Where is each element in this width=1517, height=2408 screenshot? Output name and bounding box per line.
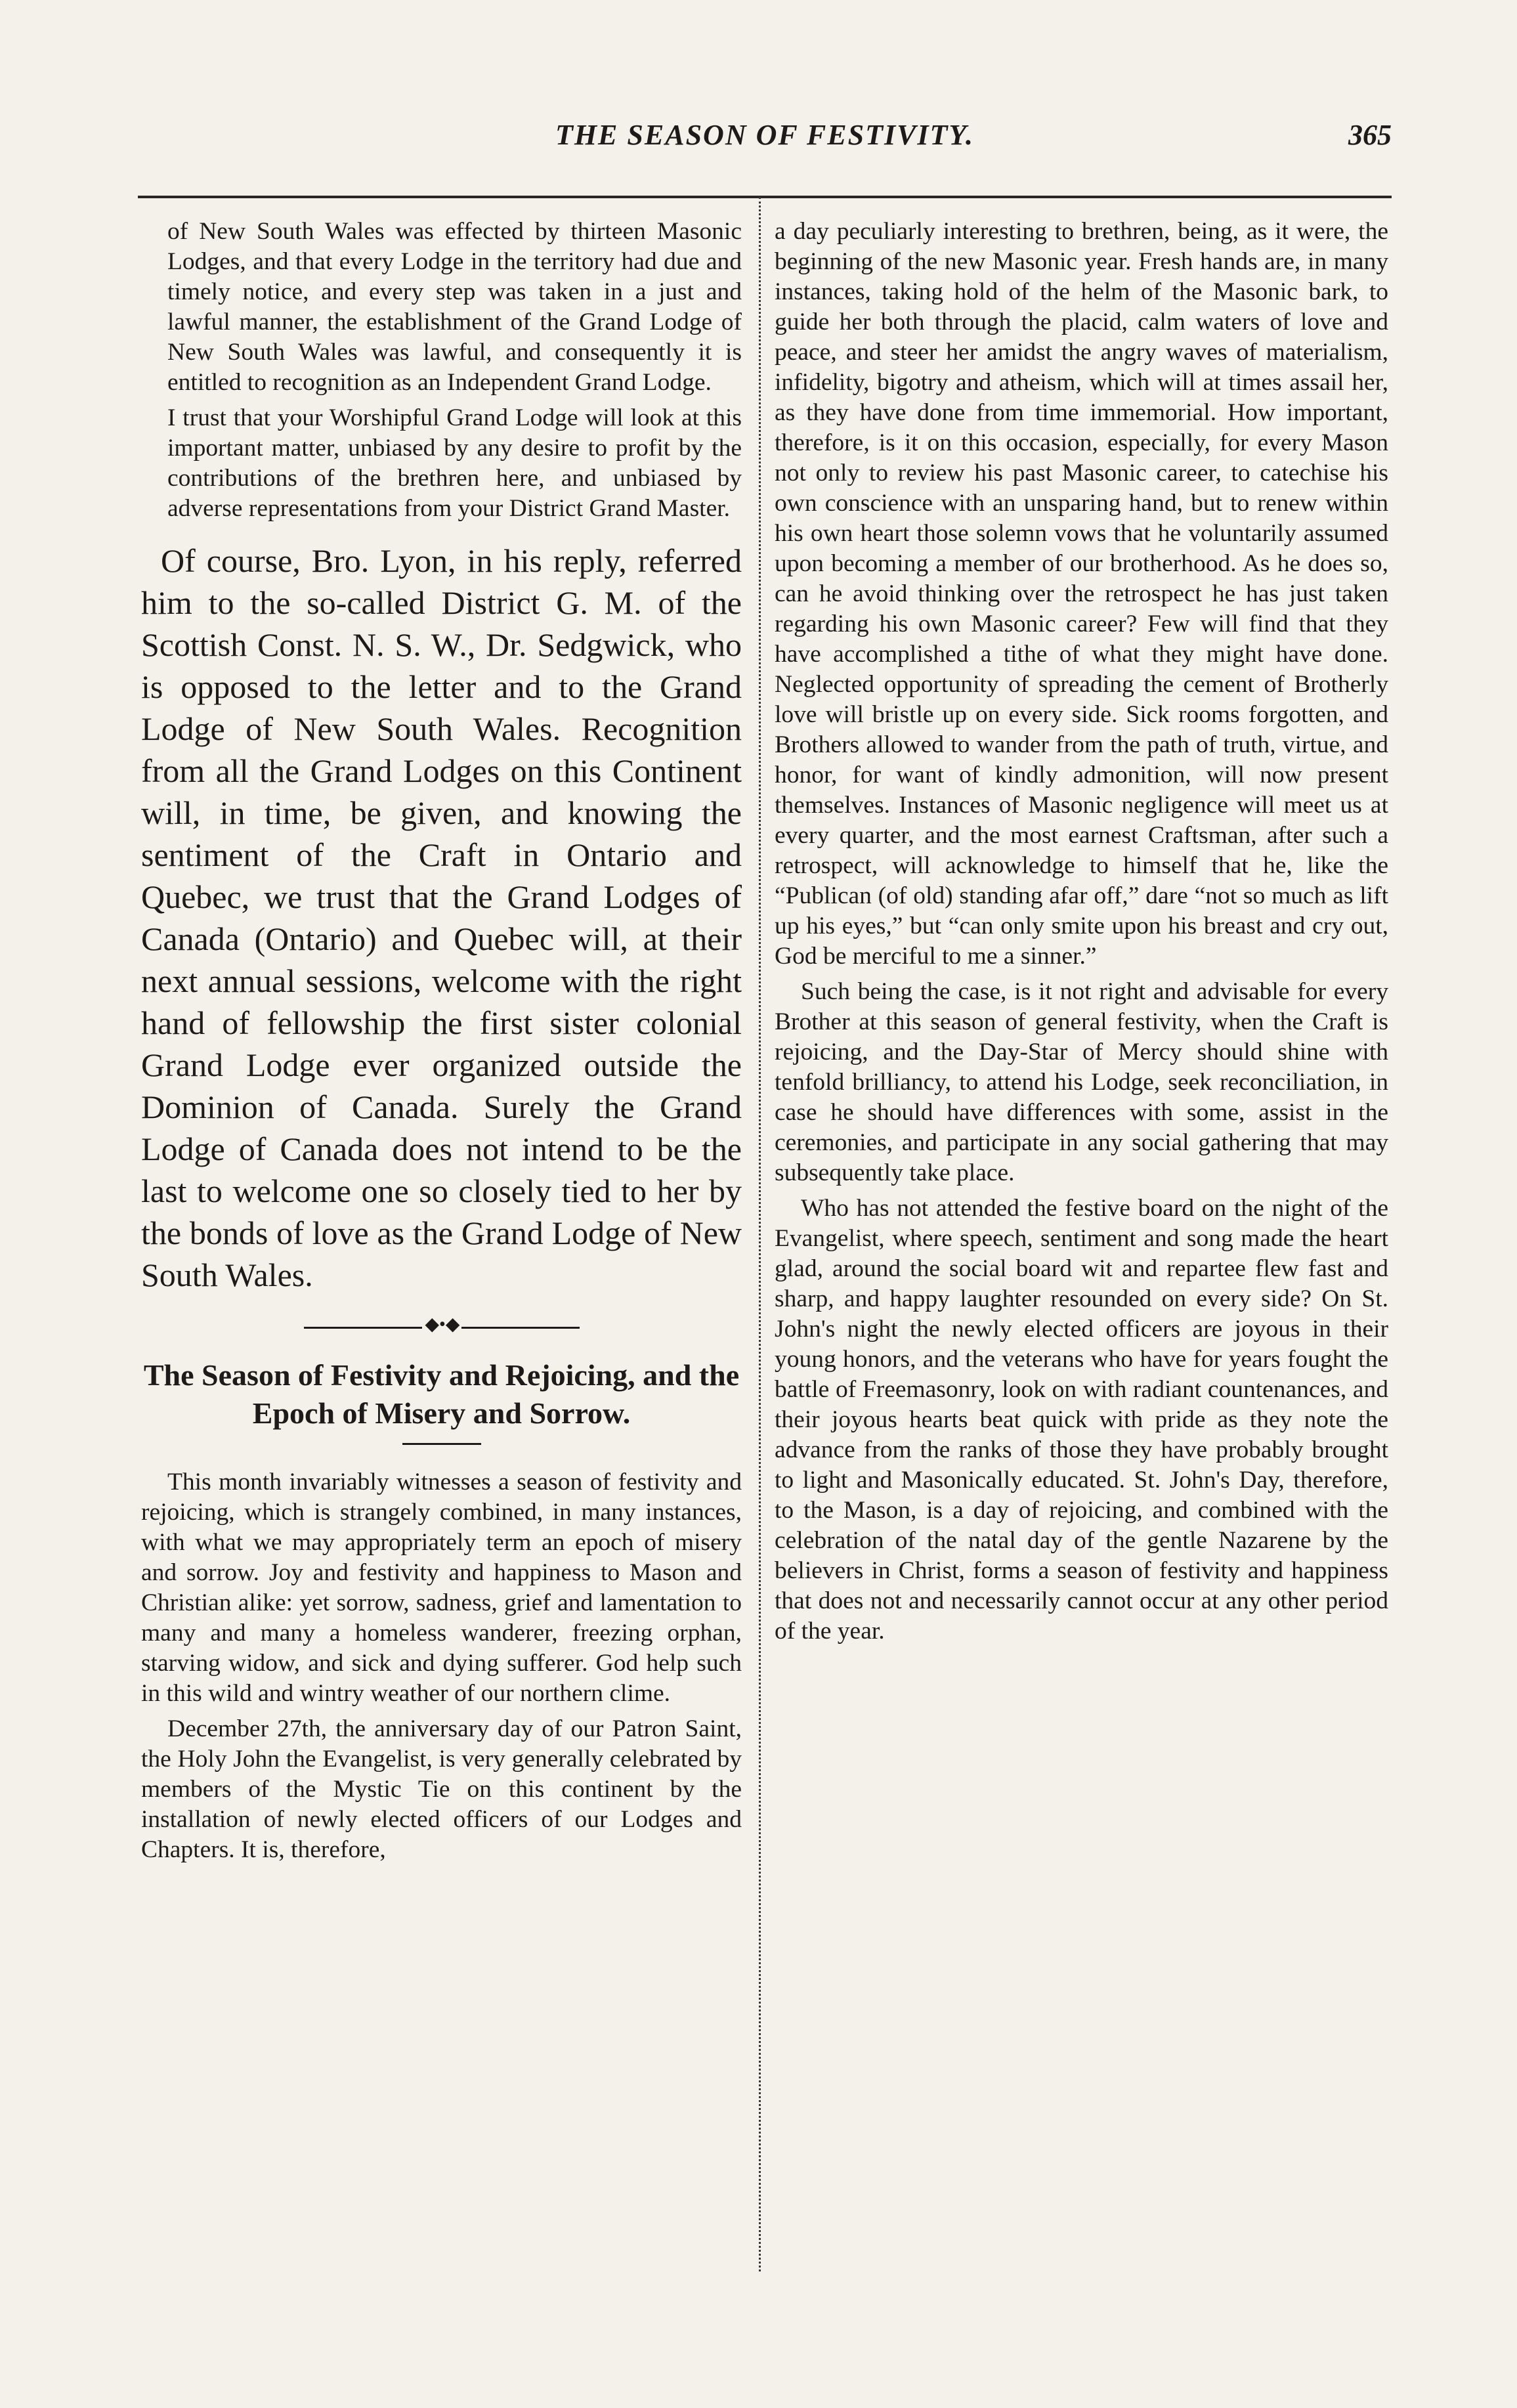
section-heading: The Season of Festivity and Rejoicing, and the Epoch of Misery and Sorrow. — [143, 1358, 740, 1430]
article-paragraph: Such being the case, is it not right and advisable for every Brother at this season of general festivity, when the Craft is rejoicing, and the Day-Star of Mercy should shine with tenfold brilliancy, to attend his Lodge, seek reconciliation, in case he should have differences with some, assist in the ceremonies, and participate in any social gathering that may subsequently take place. — [775, 978, 1388, 1186]
quoted-letter-paragraph: of New South Wales was effected by thirteen Masonic Lodges, and that every Lodge in the territory had due and timely notice, and every step was taken in a just and lawful manner, the establishment of the Grand Lodge of New South Wales was lawful, and consequently it is entitled to recognition as an Independent Grand Lodge. — [167, 218, 742, 396]
left-column — [141, 217, 742, 2285]
ornament-line — [304, 1327, 422, 1329]
article-paragraph: December 27th, the anniversary day of our Patron Saint, the Holy John the Evangelist, is very generally celebrated by members of the Mystic Tie on this continent by the installation of newly elected officers of our Lodges and Chapters. It is, therefore, — [141, 1715, 742, 1863]
ornament-line — [461, 1327, 580, 1329]
right-column — [775, 217, 1388, 2285]
column-divider — [759, 197, 761, 2271]
article-paragraph: Who has not attended the festive board on the night of the Evangelist, where speech, sentiment and song made the heart glad, around the social board wit and repartee flew fast and sharp, and happy laughter resounded on every side? On St. John's night the newly elected officers are joyous in their young honors, and the veterans who have for years fought the battle of Freemasonry, look on with radiant countenances, and their joyous hearts beat quick with pride as they note the advance from the ranks of those they have probably brought to light and Masonically educated. St. John's Day, therefore, to the Mason, is a day of rejoicing, and combined with the celebration of the natal day of the gentle Nazarene by the believers in Christ, forms a season of festivity and happiness that does not and necessarily cannot occur at any other period of the year. — [775, 1195, 1388, 1645]
running-title: THE SEASON OF FESTIVITY. — [555, 119, 975, 151]
ornament-divider — [304, 1314, 580, 1335]
editorial-paragraph: Of course, Bro. Lyon, in his reply, referred him to the so-called District G. M. of the Scottish Const. N. S. W., Dr. Sedgwick, who is opposed to the letter and to the Grand Lodge of New South Wales. Recognition from all the Grand Lodges on this Continent will, in time, be given, and knowing the sentiment of the Craft in Ontario and Quebec, we trust that the Grand Lodges of Canada (Ontario) and Quebec will, at their next annual sessions, welcome with the right hand of fellowship the first sister colonial Grand Lodge ever organized outside the Dominion of Canada. Surely the Grand Lodge of Canada does not intend to be the last to welcome one so closely tied to her by the bonds of love as the Grand Lodge of New South Wales. — [141, 542, 742, 1293]
ornament-dots: ◆•◆ — [425, 1314, 460, 1335]
heading-rule — [402, 1443, 481, 1445]
page-number: 365 — [1348, 119, 1392, 151]
quoted-letter-paragraph: I trust that your Worshipful Grand Lodge will look at this important matter, unbiased by any desire to profit by the contributions of the brethren here, and unbiased by adverse representations from your District Grand Master. — [167, 404, 742, 522]
article-paragraph: a day peculiarly interesting to brethren, being, as it were, the beginning of the new Masonic year. Fresh hands are, in many instances, taking hold of the helm of the Masonic bark, to guide her both through the placid, calm waters of love and peace, and steer her amidst the angry waves of materialism, infidelity, bigotry and atheism, which will at times assail her, as they have done from time immemorial. How important, therefore, is it on this occasion, especially, for every Mason not only to review his past Masonic career, to catechise his own conscience with an unsparing hand, but to renew within his own heart those solemn vows that he voluntarily assumed upon becoming a member of our brotherhood. As he does so, can he avoid thinking over the retrospect he has just taken regarding his own Masonic career? Few will find that they have accomplished a tithe of what they might have done. Neglected opportunity of spreading the cement of Brotherly love will bristle up on every side. Sick rooms forgotten, and Brothers allowed to wander from the path of truth, virtue, and honor, for want of kindly admonition, will now present themselves. Instances of Masonic negligence will meet us at every quarter, and the most earnest Craftsman, after such a retrospect, will acknowledge to himself that he, like the “Publican (of old) standing afar off,” dare “not so much as lift up his eyes,” but “can only smite upon his breast and cry out, God be merciful to me a sinner.” — [775, 218, 1388, 970]
header-rule — [138, 196, 1392, 198]
page-header — [138, 118, 1392, 164]
article-paragraph: This month invariably witnesses a season of festivity and rejoicing, which is strangely combined, in many instances, with what we may appropriately term an epoch of misery and sorrow. Joy and festivity and happiness to Mason and Christian alike: yet sorrow, sadness, grief and lamentation to many and many a homeless wanderer, freezing orphan, starving widow, and sick and dying sufferer. God help such in this wild and wintry weather of our northern clime. — [141, 1469, 742, 1707]
